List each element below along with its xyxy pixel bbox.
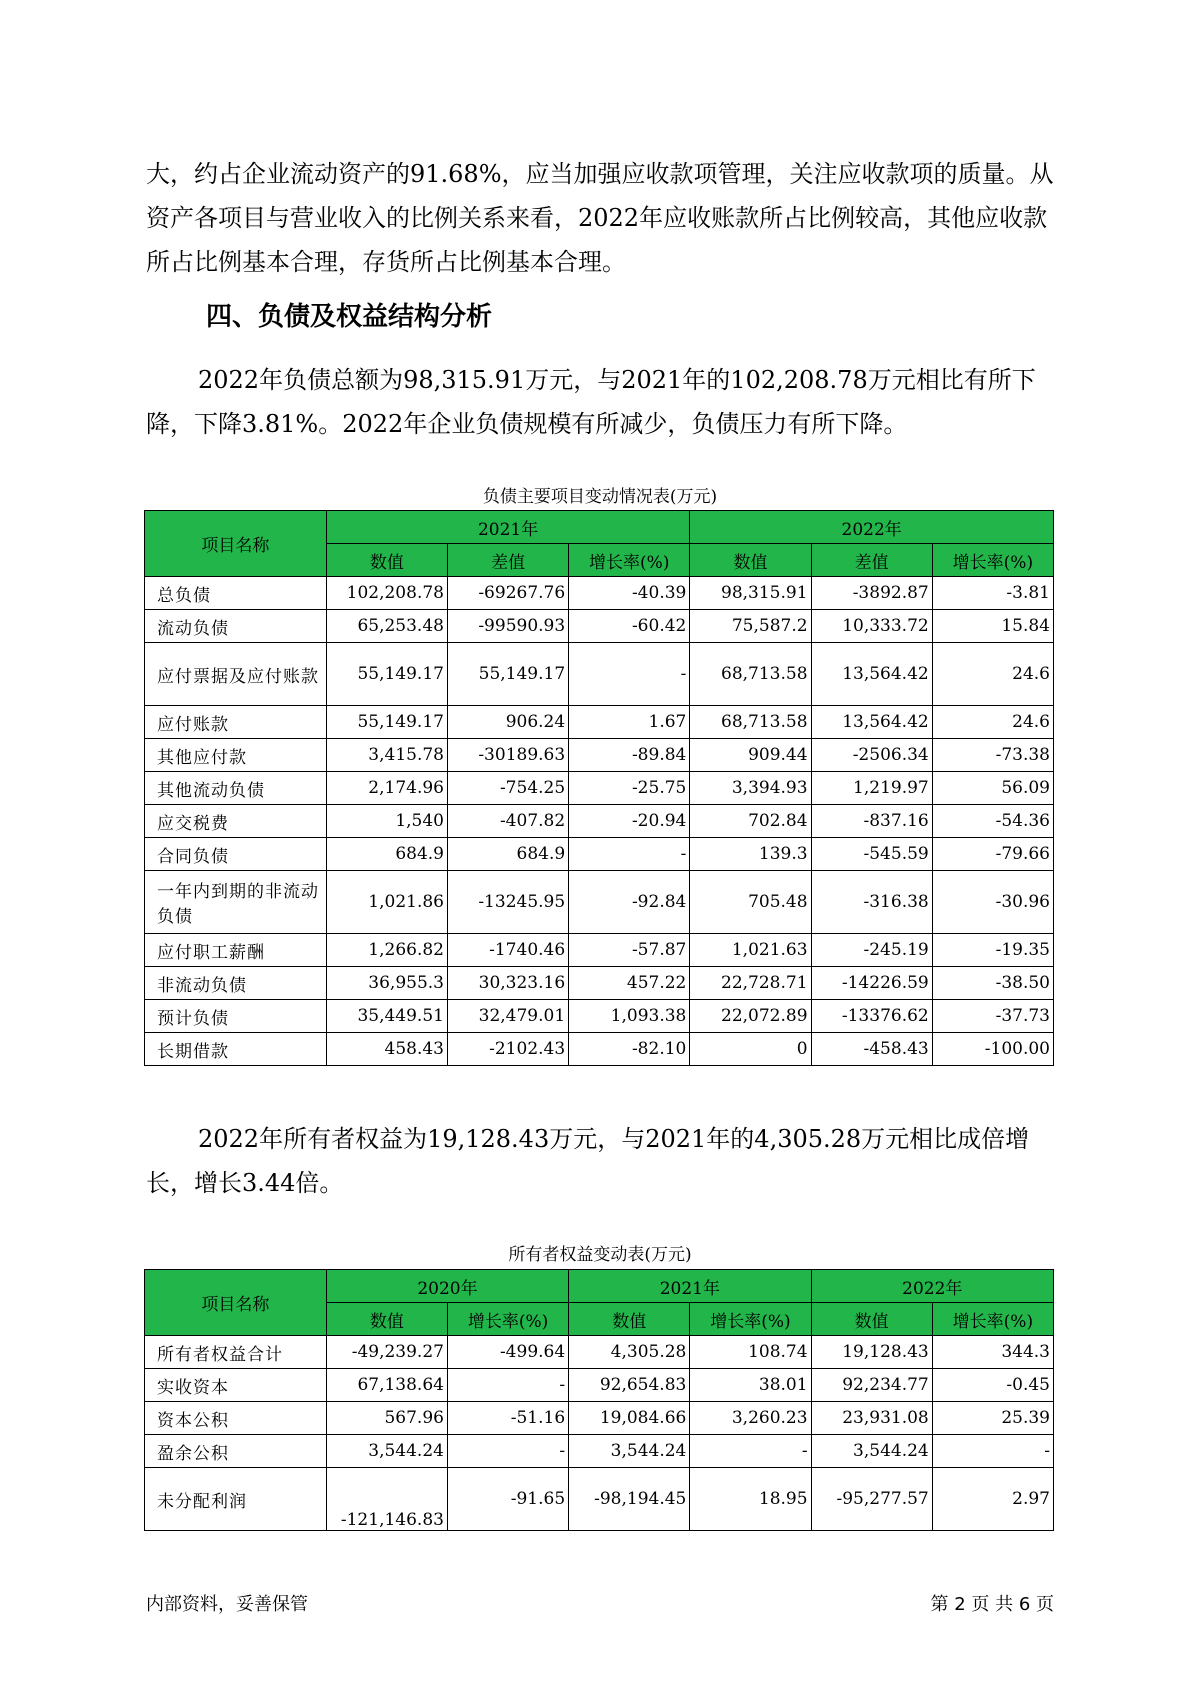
table-cell: 1,540 bbox=[326, 805, 447, 838]
header-year: 2022年 bbox=[690, 511, 1054, 544]
table-row bbox=[145, 772, 1054, 805]
row-label: 资本公积 bbox=[145, 1402, 327, 1435]
table-cell: -73.38 bbox=[932, 739, 1053, 772]
table-row bbox=[145, 967, 1054, 1000]
table-cell: 458.43 bbox=[326, 1033, 447, 1066]
table-cell: 684.9 bbox=[326, 838, 447, 871]
table-cell: -14226.59 bbox=[811, 967, 932, 1000]
table-cell: 3,544.24 bbox=[811, 1435, 932, 1468]
footer-page-number: 第 2 页 共 6 页 bbox=[930, 1594, 1054, 1615]
table-row bbox=[145, 1000, 1054, 1033]
table-cell: - bbox=[447, 1369, 568, 1402]
table-cell: -91.65 bbox=[447, 1468, 568, 1531]
table-cell: 92,654.83 bbox=[569, 1369, 690, 1402]
paragraph-receivables: 大，约占企业流动资产的91.68%，应当加强应收款项管理，关注应收款项的质量。从资产各项目与营业收入的比例关系来看，2022年应收账款所占比例较高，其他应收款所占比例基本合理，存货所占比例基本合理。 bbox=[146, 160, 1054, 276]
table-cell: 684.9 bbox=[447, 838, 568, 871]
header-sub: 增长率(%) bbox=[447, 1303, 568, 1336]
header-sub: 差值 bbox=[447, 544, 568, 577]
table-cell: -57.87 bbox=[569, 934, 690, 967]
table-cell: -545.59 bbox=[811, 838, 932, 871]
table-cell: -69267.76 bbox=[447, 577, 568, 610]
row-label: 其他流动负债 bbox=[145, 772, 327, 805]
table-cell: - bbox=[569, 643, 690, 706]
header-sub: 增长率(%) bbox=[569, 544, 690, 577]
header-sub: 数值 bbox=[326, 544, 447, 577]
table-cell: -2506.34 bbox=[811, 739, 932, 772]
row-label: 总负债 bbox=[145, 577, 327, 610]
liabilities-table bbox=[144, 510, 1054, 1066]
header-sub: 数值 bbox=[811, 1303, 932, 1336]
table-row bbox=[145, 1369, 1054, 1402]
table-cell: -25.75 bbox=[569, 772, 690, 805]
header-sub: 差值 bbox=[811, 544, 932, 577]
table-cell: 55,149.17 bbox=[447, 643, 568, 706]
table-cell: 13,564.42 bbox=[811, 706, 932, 739]
row-label: 一年内到期的非流动负债 bbox=[145, 871, 327, 934]
table-cell: 3,394.93 bbox=[690, 772, 811, 805]
table-cell: -458.43 bbox=[811, 1033, 932, 1066]
table-row bbox=[145, 838, 1054, 871]
table-row bbox=[145, 739, 1054, 772]
table-cell: 25.39 bbox=[932, 1402, 1053, 1435]
header-item-name: 项目名称 bbox=[145, 1270, 327, 1336]
table-row bbox=[145, 805, 1054, 838]
row-label: 实收资本 bbox=[145, 1369, 327, 1402]
table-cell: - bbox=[932, 1435, 1053, 1468]
table-cell: 75,587.2 bbox=[690, 610, 811, 643]
table-cell: 35,449.51 bbox=[326, 1000, 447, 1033]
table-cell: -30.96 bbox=[932, 871, 1053, 934]
table-cell: 909.44 bbox=[690, 739, 811, 772]
table-cell: 32,479.01 bbox=[447, 1000, 568, 1033]
table-cell: -3.81 bbox=[932, 577, 1053, 610]
table-cell: 3,260.23 bbox=[690, 1402, 811, 1435]
table-cell: 2.97 bbox=[932, 1468, 1053, 1531]
table-row bbox=[145, 1336, 1054, 1369]
table-cell: -95,277.57 bbox=[811, 1468, 932, 1531]
table-cell: -38.50 bbox=[932, 967, 1053, 1000]
table-cell: -2102.43 bbox=[447, 1033, 568, 1066]
table-cell: 2,174.96 bbox=[326, 772, 447, 805]
row-label: 合同负债 bbox=[145, 838, 327, 871]
table-cell: 67,138.64 bbox=[326, 1369, 447, 1402]
table-cell: 702.84 bbox=[690, 805, 811, 838]
table-row bbox=[145, 871, 1054, 934]
table-cell: 102,208.78 bbox=[326, 577, 447, 610]
row-label: 未分配利润 bbox=[145, 1468, 327, 1531]
table-cell: 23,931.08 bbox=[811, 1402, 932, 1435]
header-year: 2021年 bbox=[569, 1270, 811, 1303]
table-cell: 24.6 bbox=[932, 706, 1053, 739]
table-row bbox=[145, 706, 1054, 739]
table-cell: 457.22 bbox=[569, 967, 690, 1000]
table-cell: 68,713.58 bbox=[690, 643, 811, 706]
table-cell: 98,315.91 bbox=[690, 577, 811, 610]
table-cell: -121,146.83 bbox=[326, 1468, 447, 1531]
table-cell: -54.36 bbox=[932, 805, 1053, 838]
table-row bbox=[145, 610, 1054, 643]
table-cell: 1,266.82 bbox=[326, 934, 447, 967]
table-cell: 65,253.48 bbox=[326, 610, 447, 643]
table-cell: 19,128.43 bbox=[811, 1336, 932, 1369]
header-sub: 数值 bbox=[569, 1303, 690, 1336]
table-cell: -245.19 bbox=[811, 934, 932, 967]
header-sub: 增长率(%) bbox=[932, 544, 1053, 577]
table-caption-equity: 所有者权益变动表(万元) bbox=[508, 1245, 692, 1265]
table-cell: 567.96 bbox=[326, 1402, 447, 1435]
table-cell: 68,713.58 bbox=[690, 706, 811, 739]
table-cell: -754.25 bbox=[447, 772, 568, 805]
table-cell: 92,234.77 bbox=[811, 1369, 932, 1402]
table-cell: -407.82 bbox=[447, 805, 568, 838]
table-cell: 22,728.71 bbox=[690, 967, 811, 1000]
table-cell: 1,021.63 bbox=[690, 934, 811, 967]
paragraph-equity: 2022年所有者权益为19,128.43万元，与2021年的4,305.28万元相比成倍增长，增长3.44倍。 bbox=[146, 1125, 1030, 1197]
table-cell: -79.66 bbox=[932, 838, 1053, 871]
row-label: 流动负债 bbox=[145, 610, 327, 643]
table-cell: -99590.93 bbox=[447, 610, 568, 643]
header-sub: 增长率(%) bbox=[932, 1303, 1053, 1336]
table-row bbox=[145, 577, 1054, 610]
paragraph-liabilities: 2022年负债总额为98,315.91万元，与2021年的102,208.78万元相比有所下降，下降3.81%。2022年企业负债规模有所减少，负债压力有所下降。 bbox=[146, 366, 1036, 438]
table-row bbox=[145, 1033, 1054, 1066]
table-cell: 22,072.89 bbox=[690, 1000, 811, 1033]
table-cell: 38.01 bbox=[690, 1369, 811, 1402]
row-label: 其他应付款 bbox=[145, 739, 327, 772]
table-cell: 3,415.78 bbox=[326, 739, 447, 772]
table-cell: -13376.62 bbox=[811, 1000, 932, 1033]
table-cell: 10,333.72 bbox=[811, 610, 932, 643]
equity-table bbox=[144, 1269, 1054, 1531]
header-sub: 数值 bbox=[690, 544, 811, 577]
table-cell: - bbox=[447, 1435, 568, 1468]
header-sub: 增长率(%) bbox=[690, 1303, 811, 1336]
table-cell: 36,955.3 bbox=[326, 967, 447, 1000]
table-cell: - bbox=[690, 1435, 811, 1468]
table-row bbox=[145, 1402, 1054, 1435]
table-cell: 108.74 bbox=[690, 1336, 811, 1369]
table-row bbox=[145, 643, 1054, 706]
header-year: 2020年 bbox=[326, 1270, 568, 1303]
table-cell: -49,239.27 bbox=[326, 1336, 447, 1369]
table-cell: 705.48 bbox=[690, 871, 811, 934]
table-cell: 1,219.97 bbox=[811, 772, 932, 805]
table-cell: -837.16 bbox=[811, 805, 932, 838]
row-label: 非流动负债 bbox=[145, 967, 327, 1000]
footer-confidential: 内部资料，妥善保管 bbox=[146, 1594, 308, 1615]
header-sub: 数值 bbox=[326, 1303, 447, 1336]
table-cell: -20.94 bbox=[569, 805, 690, 838]
table-cell: -92.84 bbox=[569, 871, 690, 934]
table-caption-liabilities: 负债主要项目变动情况表(万元) bbox=[482, 487, 718, 507]
row-label: 应付票据及应付账款 bbox=[145, 643, 327, 706]
table-cell: 1.67 bbox=[569, 706, 690, 739]
table-cell: 55,149.17 bbox=[326, 706, 447, 739]
table-cell: 19,084.66 bbox=[569, 1402, 690, 1435]
header-item-name: 项目名称 bbox=[145, 511, 327, 577]
table-cell: -1740.46 bbox=[447, 934, 568, 967]
table-cell: 24.6 bbox=[932, 643, 1053, 706]
table-cell: 1,093.38 bbox=[569, 1000, 690, 1033]
row-label: 应交税费 bbox=[145, 805, 327, 838]
header-year: 2021年 bbox=[326, 511, 690, 544]
table-cell: 30,323.16 bbox=[447, 967, 568, 1000]
table-cell: 4,305.28 bbox=[569, 1336, 690, 1369]
table-cell: -316.38 bbox=[811, 871, 932, 934]
table-cell: -89.84 bbox=[569, 739, 690, 772]
table-cell: -100.00 bbox=[932, 1033, 1053, 1066]
table-cell: 0 bbox=[690, 1033, 811, 1066]
table-cell: -30189.63 bbox=[447, 739, 568, 772]
table-cell: 3,544.24 bbox=[326, 1435, 447, 1468]
section-heading: 四、负债及权益结构分析 bbox=[206, 302, 493, 332]
table-cell: 56.09 bbox=[932, 772, 1053, 805]
table-row bbox=[145, 1435, 1054, 1468]
header-year: 2022年 bbox=[811, 1270, 1053, 1303]
table-cell: 906.24 bbox=[447, 706, 568, 739]
row-label: 应付职工薪酬 bbox=[145, 934, 327, 967]
table-cell: -51.16 bbox=[447, 1402, 568, 1435]
row-label: 所有者权益合计 bbox=[145, 1336, 327, 1369]
table-cell: -3892.87 bbox=[811, 577, 932, 610]
table-cell: - bbox=[569, 838, 690, 871]
table-cell: 344.3 bbox=[932, 1336, 1053, 1369]
table-cell: -13245.95 bbox=[447, 871, 568, 934]
row-label: 盈余公积 bbox=[145, 1435, 327, 1468]
table-cell: -0.45 bbox=[932, 1369, 1053, 1402]
table-cell: 3,544.24 bbox=[569, 1435, 690, 1468]
table-cell: -40.39 bbox=[569, 577, 690, 610]
table-cell: 15.84 bbox=[932, 610, 1053, 643]
table-cell: -60.42 bbox=[569, 610, 690, 643]
table-row bbox=[145, 1468, 1054, 1531]
table-cell: 139.3 bbox=[690, 838, 811, 871]
table-cell: -82.10 bbox=[569, 1033, 690, 1066]
table-row bbox=[145, 934, 1054, 967]
row-label: 长期借款 bbox=[145, 1033, 327, 1066]
table-cell: -98,194.45 bbox=[569, 1468, 690, 1531]
table-cell: 18.95 bbox=[690, 1468, 811, 1531]
table-cell: 13,564.42 bbox=[811, 643, 932, 706]
row-label: 预计负债 bbox=[145, 1000, 327, 1033]
table-cell: -37.73 bbox=[932, 1000, 1053, 1033]
table-cell: -499.64 bbox=[447, 1336, 568, 1369]
table-cell: 1,021.86 bbox=[326, 871, 447, 934]
table-cell: -19.35 bbox=[932, 934, 1053, 967]
row-label: 应付账款 bbox=[145, 706, 327, 739]
table-cell: 55,149.17 bbox=[326, 643, 447, 706]
